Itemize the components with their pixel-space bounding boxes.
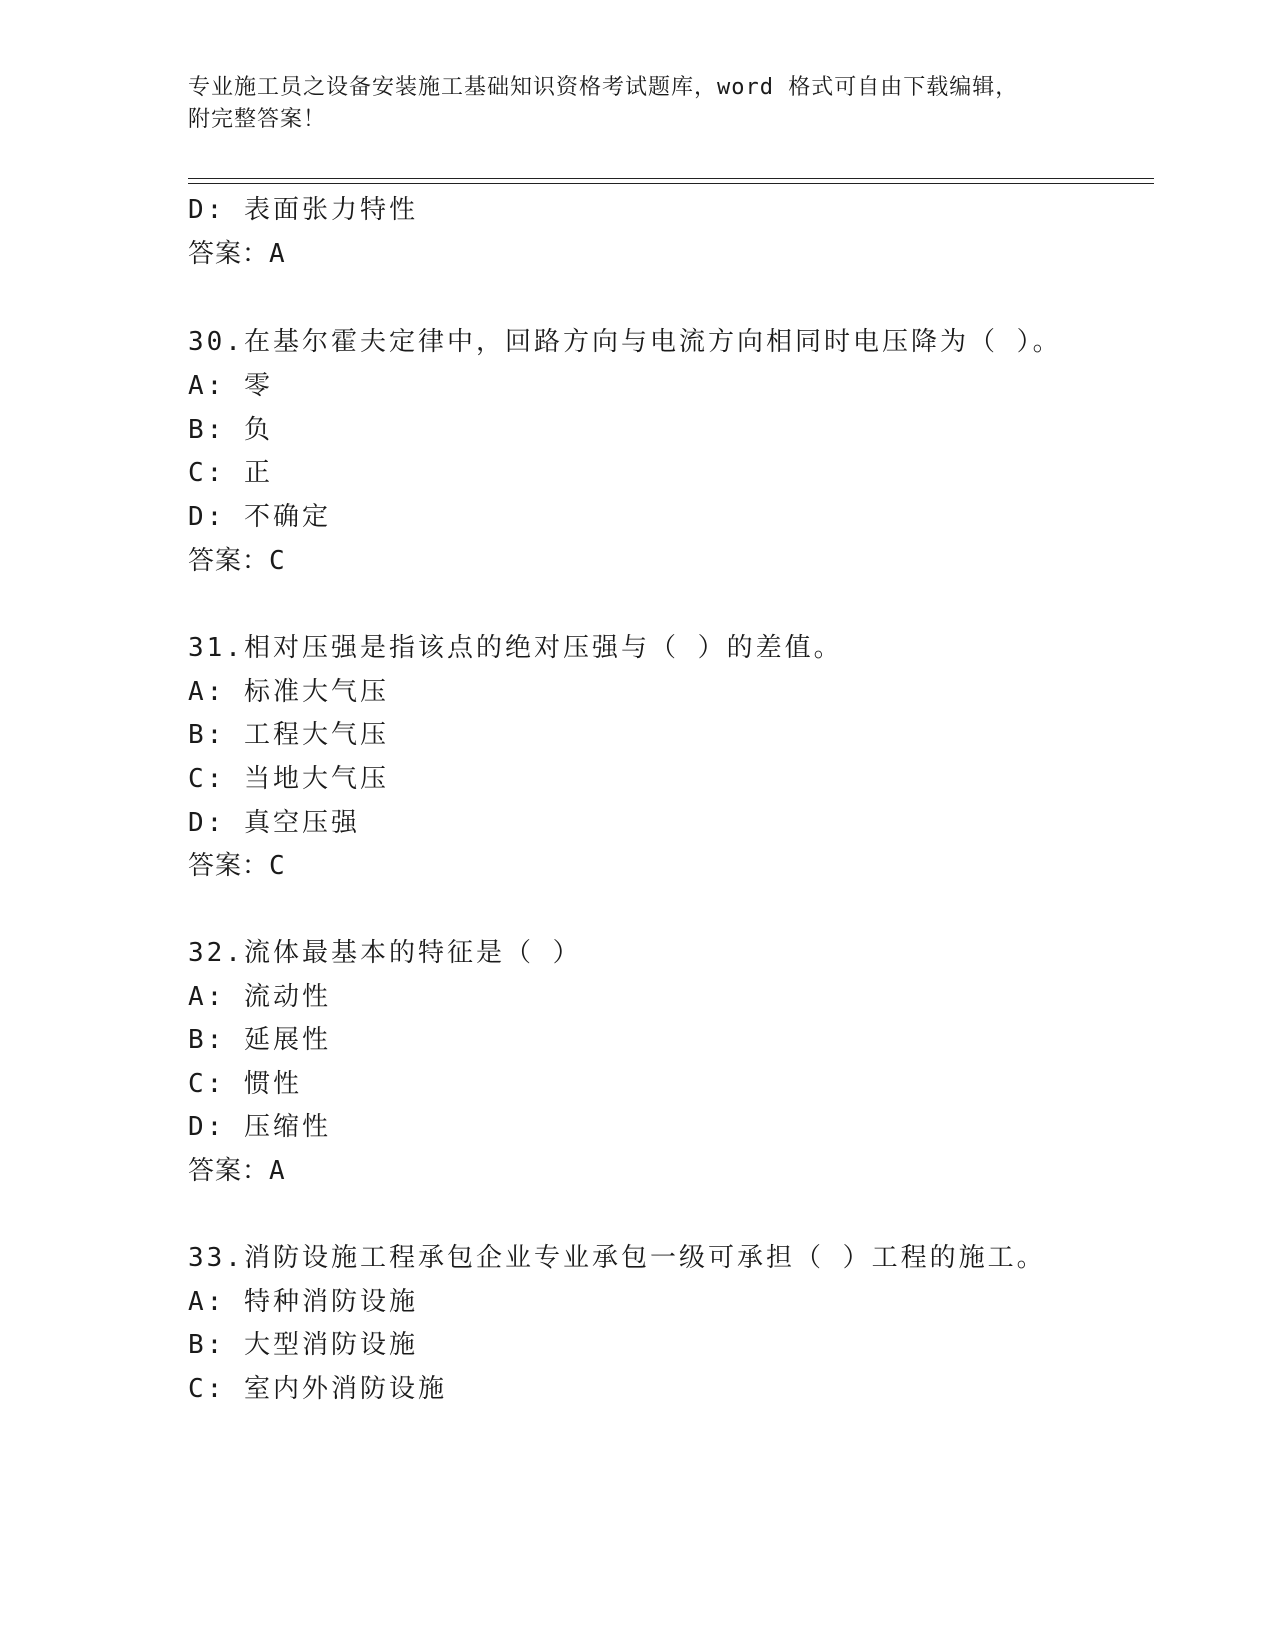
question-31-option-c: C: 当地大气压 [188, 764, 389, 794]
document-header [188, 72, 1088, 136]
answer-label: 答案： [188, 851, 270, 881]
answer-label: 答案： [188, 546, 270, 576]
question-30-stem: 30.在基尔霍夫定律中，回路方向与电流方向相同时电压降为（ ）。 [188, 327, 1062, 357]
answer-value: A [269, 1156, 286, 1186]
question-31-option-b: B: 工程大气压 [188, 720, 389, 750]
question-33-option-c: C: 室内外消防设施 [188, 1374, 447, 1404]
prev-answer [188, 238, 286, 270]
question-32-answer [188, 1155, 286, 1187]
question-30-option-b: B: 负 [188, 415, 273, 445]
question-32-option-d: D: 压缩性 [188, 1112, 331, 1142]
question-31-answer [188, 850, 286, 882]
prev-option-d: D: 表面张力特性 [188, 195, 418, 225]
header-line-1: 专业施工员之设备安装施工基础知识资格考试题库，word 格式可自由下载编辑， [188, 75, 1019, 100]
question-30-option-d: D: 不确定 [188, 502, 331, 532]
question-32-stem: 32.流体最基本的特征是（ ） [188, 938, 582, 968]
question-33-option-b: B: 大型消防设施 [188, 1330, 418, 1360]
question-32-option-b: B: 延展性 [188, 1025, 331, 1055]
question-33-stem: 33.消防设施工程承包企业专业承包一级可承担（ ）工程的施工。 [188, 1243, 1046, 1273]
question-30-answer [188, 545, 286, 577]
answer-value: C [269, 546, 286, 576]
answer-label: 答案： [188, 1156, 270, 1186]
question-32-option-a: A: 流动性 [188, 982, 331, 1012]
question-31-option-a: A: 标准大气压 [188, 677, 389, 707]
question-31-stem: 31.相对压强是指该点的绝对压强与（ ）的差值。 [188, 633, 843, 663]
question-33-option-a: A: 特种消防设施 [188, 1287, 418, 1317]
question-30-option-c: C: 正 [188, 458, 273, 488]
question-31-option-d: D: 真空压强 [188, 808, 360, 838]
answer-value: A [269, 239, 286, 269]
header-rule-top [188, 178, 1154, 179]
header-rule-bottom [188, 183, 1154, 184]
header-line-2: 附完整答案！ [188, 107, 327, 132]
question-32-option-c: C: 惯性 [188, 1069, 302, 1099]
answer-value: C [269, 851, 286, 881]
question-30-option-a: A: 零 [188, 371, 273, 401]
answer-label: 答案： [188, 239, 270, 269]
